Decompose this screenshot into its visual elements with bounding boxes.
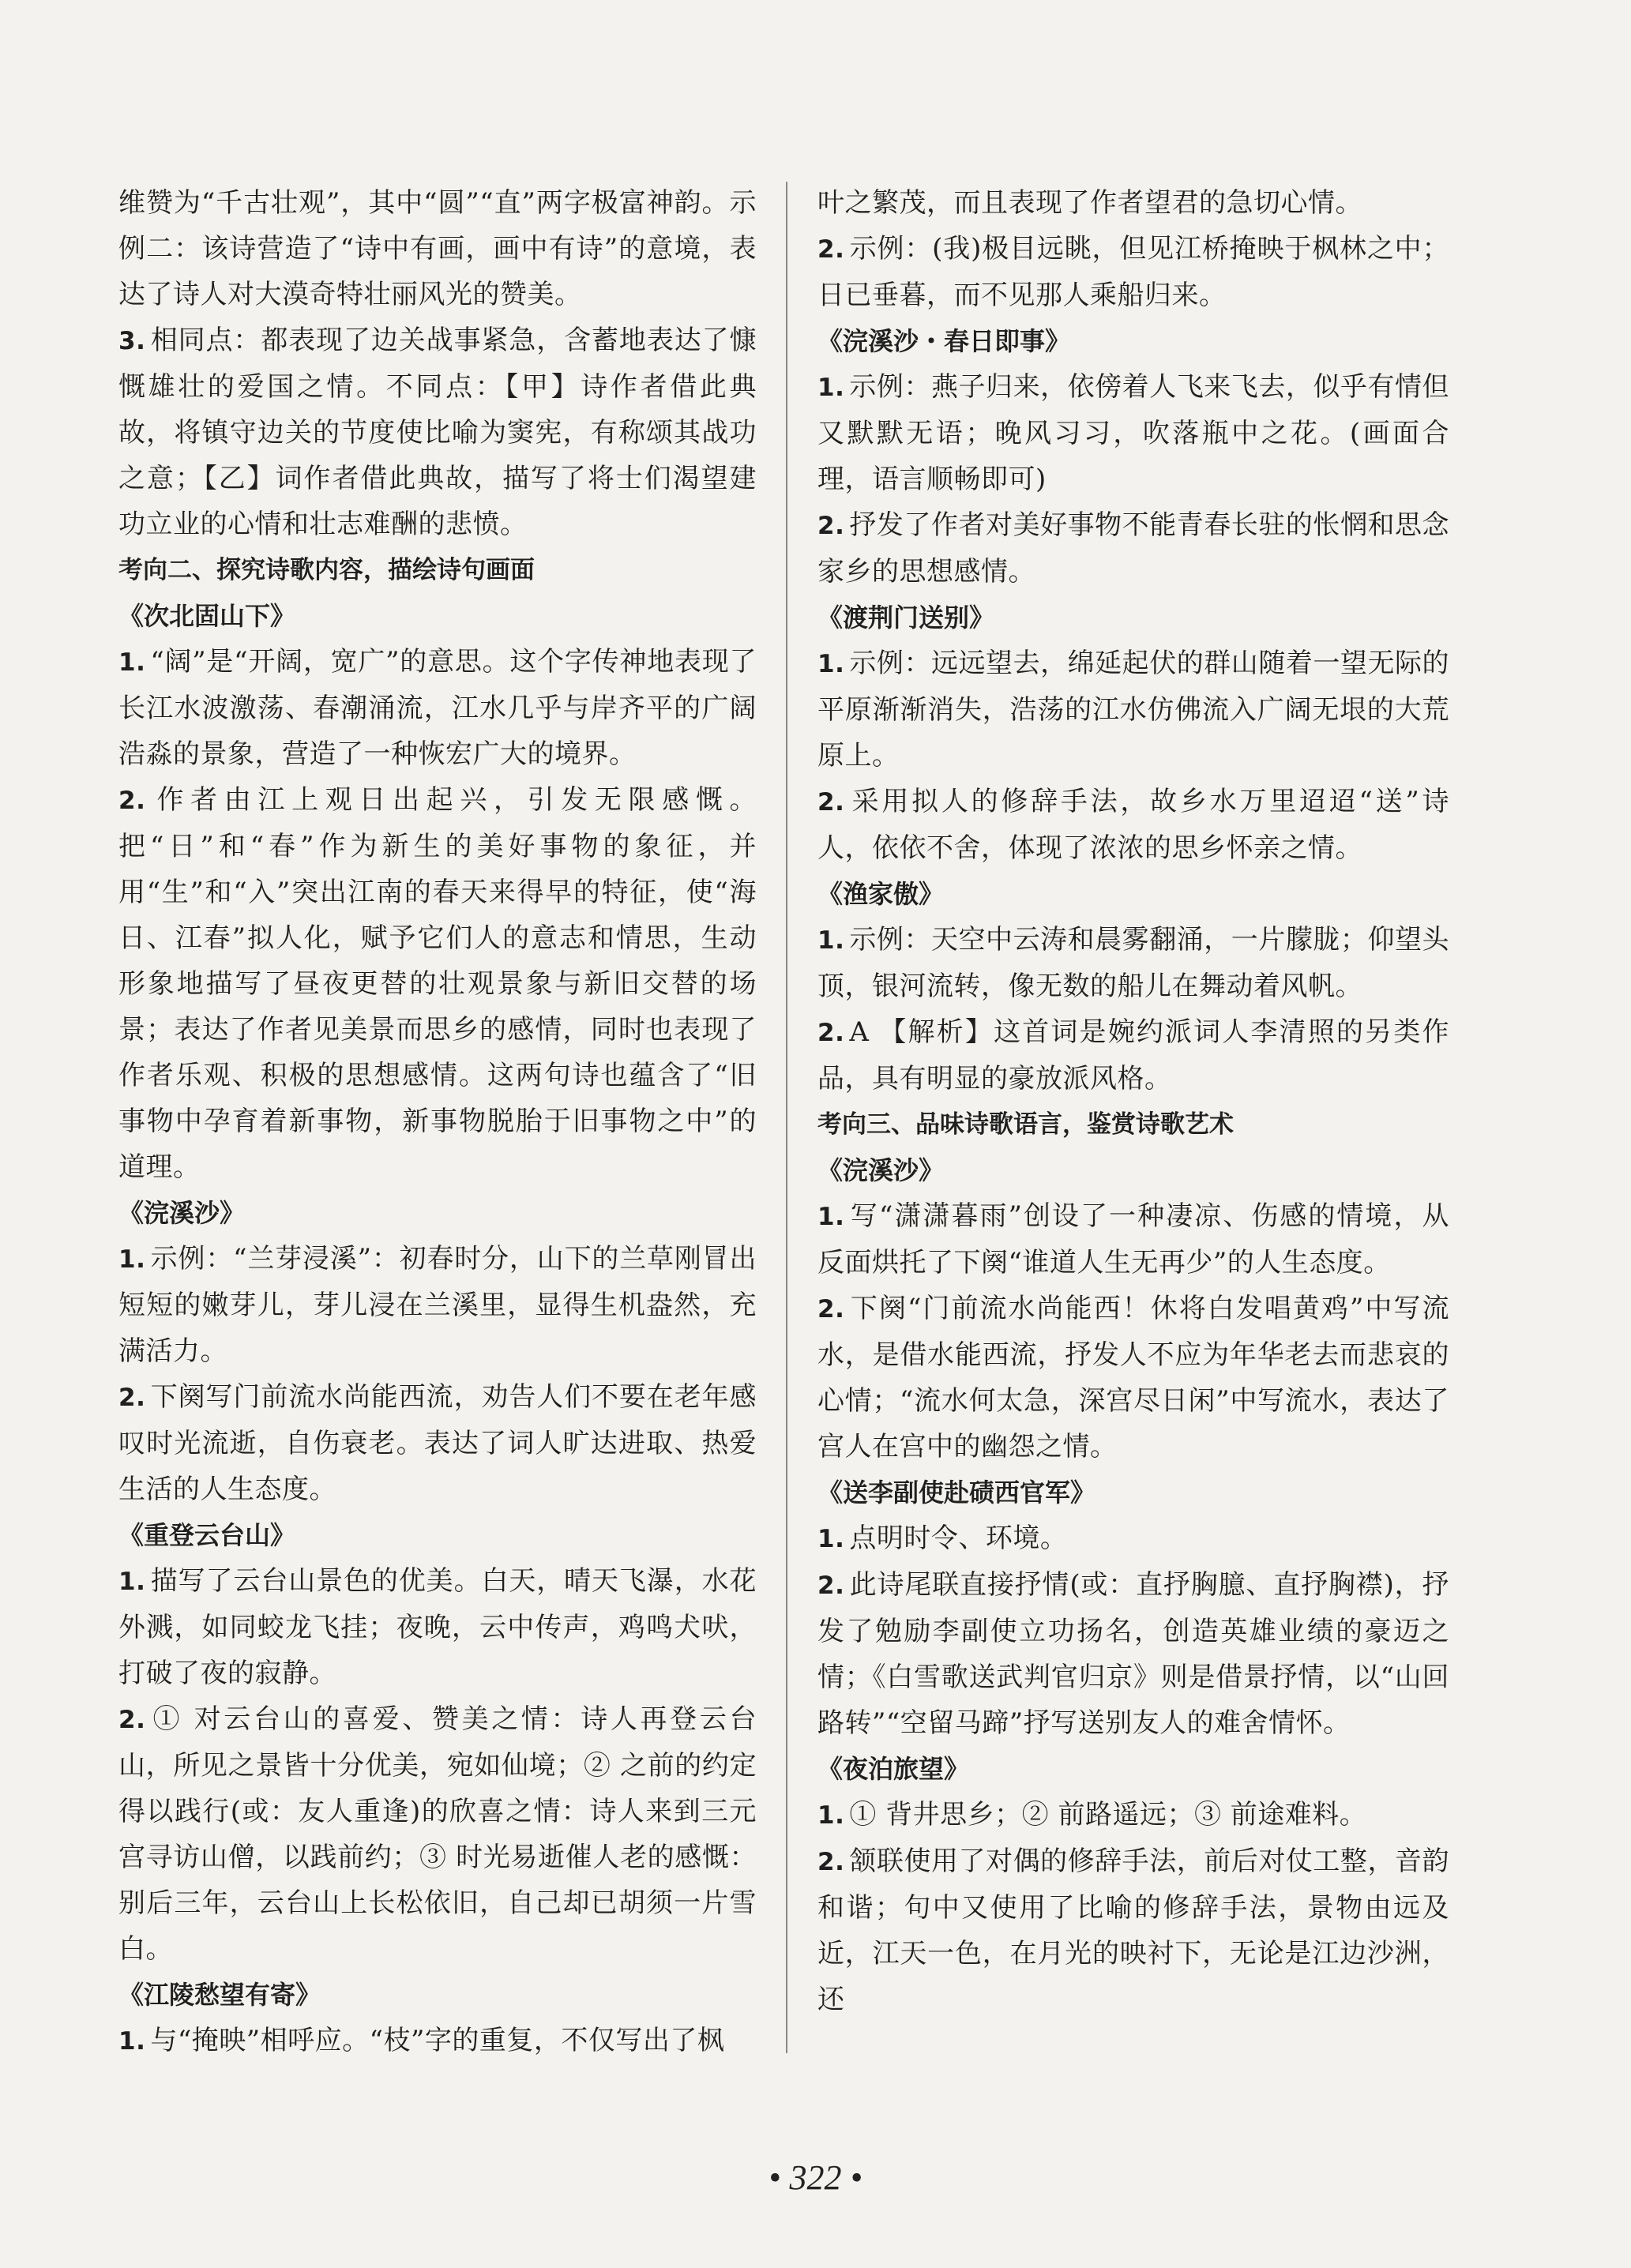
answer-paragraph <box>817 640 1449 779</box>
item-number: 1. <box>817 926 845 955</box>
answer-text: 点明时令、环境。 <box>849 1523 1068 1554</box>
answer-paragraph <box>817 1515 1449 1562</box>
answer-text: “阔”是“开阔，宽广”的意思。这个字传神地表现了长江水波激荡、春潮涌流，江水几乎与岸齐平的广阔浩淼的景象，营造了一种恢宏广大的境界。 <box>118 646 757 770</box>
item-number: 1. <box>118 1568 146 1596</box>
answer-paragraph <box>817 226 1449 318</box>
answer-paragraph <box>118 2018 757 2064</box>
poem-title: 《渡荆门送别》 <box>817 603 995 633</box>
answer-text: 示例：远远望去，绵延起伏的群山随着一望无际的平原渐渐消失，浩荡的江水仿佛流入广阔无垠的大荒原上。 <box>817 648 1449 772</box>
poem-title: 《浣溪沙・春日即事》 <box>817 326 1071 356</box>
answer-paragraph <box>817 1193 1449 1286</box>
item-number: 2. <box>817 1019 845 1047</box>
left-column <box>118 180 757 2064</box>
answer-text: 作者由江上观日出起兴，引发无限感慨。把“日”和“春”作为新生的美好事物的象征，并用“生”和“入”突出江南的春天来得早的特征，使“海日、江春”拟人化，赋予它们人的意志和情思，生动形象地描写了昼夜更替的壮观景象与新旧交替的场景；表达了作者见美景而思乡的感情，同时也表现了作者乐观、积极的思想感情。这两句诗也蕴含了“旧事物中孕育着新事物，新事物脱胎于旧事物之中”的道理。 <box>118 784 757 1183</box>
answer-paragraph <box>817 917 1449 1009</box>
poem-title: 《夜泊旅望》 <box>817 1754 970 1784</box>
answer-text: 示例：燕子归来，依傍着人飞来飞去，似乎有情但又默默无语；晚风习习，吹落瓶中之花。(画面合理，语言顺畅即可) <box>817 371 1449 495</box>
right-column <box>817 180 1449 2022</box>
answer-paragraph <box>817 779 1449 871</box>
answer-text: 示例：天空中云涛和晨雾翻涌，一片朦胧；仰望头顶，银河流转，像无数的船儿在舞动着风帆。 <box>817 924 1449 1002</box>
poem-title: 《送李副使赴碛西官军》 <box>817 1478 1096 1508</box>
item-number: 2. <box>118 1384 146 1412</box>
item-number: 1. <box>118 1245 146 1274</box>
answer-text: 采用拟人的修辞手法，故乡水万里迢迢“送”诗人，依依不舍，体现了浓浓的思乡怀亲之情。 <box>817 786 1449 864</box>
answer-text: ① 背井思乡；② 前路遥远；③ 前途难料。 <box>849 1799 1367 1831</box>
poem-title: 《重登云台山》 <box>118 1520 296 1550</box>
item-number: 1. <box>118 2027 146 2056</box>
answer-text: ① 对云台山的喜爱、赞美之情：诗人再登云台山，所见之景皆十分优美，宛如仙境；② 之前的约定得以践行(或：友人重逢)的欣喜之情：诗人来到三元宫寻访山僧，以践前约；③ 时光易逝催人老的感慨：别后三年，云台山上长松依旧，自己却已胡须一片雪白。 <box>118 1703 757 1965</box>
answer-paragraph <box>118 1374 757 1512</box>
poem-title: 《渔家傲》 <box>817 879 945 909</box>
section-heading: 考向三、品味诗歌语言，鉴赏诗歌艺术 <box>817 1110 1234 1139</box>
answer-text: 抒发了作者对美好事物不能青春长驻的怅惘和思念家乡的思想感情。 <box>817 509 1449 588</box>
item-number: 2. <box>817 1295 845 1324</box>
answer-text: 维赞为“千古壮观”，其中“圆”“直”两字极富神韵。示例二：该诗营造了“诗中有画，画中有诗”的意境，表达了诗人对大漠奇特壮丽风光的赞美。 <box>118 187 757 310</box>
answer-paragraph <box>817 1562 1449 1746</box>
answer-text: 示例：(我)极目远眺，但见江桥掩映于枫林之中；日已垂暮，而不见那人乘船归来。 <box>817 233 1449 311</box>
item-number: 2. <box>817 1571 845 1600</box>
page-number: • 322 • <box>769 2158 862 2197</box>
poem-title: 《次北固山下》 <box>118 601 296 631</box>
item-number: 2. <box>817 1848 845 1876</box>
answer-text: 下阕写门前流水尚能西流，劝告人们不要在老年感叹时光流逝，自伤衰老。表达了词人旷达进取、热爱生活的人生态度。 <box>118 1381 757 1505</box>
answer-text: 叶之繁茂，而且表现了作者望君的急切心情。 <box>817 187 1362 219</box>
item-number: 1. <box>118 648 146 677</box>
answer-text: 下阕“门前流水尚能西！休将白发唱黄鸡”中写流水，是借水能西流，抒发人不应为年华老去而悲哀的心情；“流水何太急，深宫尽日闲”中写流水，表达了宫人在宫中的幽怨之情。 <box>817 1293 1449 1463</box>
answer-paragraph <box>817 502 1449 595</box>
item-number: 2. <box>118 787 146 815</box>
item-number: 1. <box>817 1203 845 1231</box>
item-number: 2. <box>817 235 845 264</box>
answer-paragraph <box>817 1286 1449 1470</box>
answer-paragraph <box>118 317 757 547</box>
section-heading: 考向二、探究诗歌内容，描绘诗句画面 <box>118 556 535 584</box>
poem-title: 《江陵愁望有寄》 <box>118 1980 321 2010</box>
answer-text: 描写了云台山景色的优美。白天，晴天飞瀑，水花外溅，如同蛟龙飞挂；夜晚，云中传声，鸡鸣犬吠，打破了夜的寂静。 <box>118 1565 757 1689</box>
answer-text: A 【解析】这首词是婉约派词人李清照的另类作品，具有明显的豪放派风格。 <box>817 1016 1449 1095</box>
item-number: 1. <box>817 1801 845 1830</box>
answer-text: 相同点：都表现了边关战事紧急，含蓄地表达了慷慨雄壮的爱国之情。不同点：【甲】诗作者借此典故，将镇守边关的节度使比喻为窦宪，有称颂其战功之意；【乙】词作者借此典故，描写了将士们渴望建功立业的心情和壮志难酬的悲愤。 <box>118 325 757 540</box>
column-divider <box>786 182 787 2053</box>
answer-text: 示例：“兰芽浸溪”：初春时分，山下的兰草刚冒出短短的嫩芽儿，芽儿浸在兰溪里，显得生机盎然，充满活力。 <box>118 1243 757 1367</box>
poem-title: 《浣溪沙》 <box>817 1155 945 1185</box>
item-number: 1. <box>817 374 845 402</box>
item-number: 2. <box>817 512 845 540</box>
answer-paragraph <box>817 1838 1449 2022</box>
answer-paragraph <box>118 777 757 1190</box>
item-number: 3. <box>118 327 146 355</box>
answer-text: 写“潇潇暮雨”创设了一种凄凉、伤感的情境，从反面烘托了下阕“谁道人生无再少”的人生态度。 <box>817 1200 1449 1279</box>
answer-paragraph <box>118 1236 757 1374</box>
poem-title: 《浣溪沙》 <box>118 1198 246 1228</box>
answer-paragraph <box>118 180 757 317</box>
answer-text: 颔联使用了对偶的修辞手法，前后对仗工整，音韵和谐；句中又使用了比喻的修辞手法，景物由远及近，江天一色，在月光的映衬下，无论是江边沙洲，还 <box>817 1846 1449 2015</box>
answer-paragraph <box>118 1558 757 1696</box>
answer-text: 与“掩映”相呼应。“枝”字的重复，不仅写出了枫 <box>150 2025 725 2056</box>
item-number: 1. <box>817 650 845 678</box>
answer-text: 此诗尾联直接抒情(或：直抒胸臆、直抒胸襟)，抒发了勉励李副使立功扬名，创造英雄业绩的豪迈之情；《白雪歌送武判官归京》则是借景抒情，以“山回路转”“空留马蹄”抒写送别友人的难舍情怀。 <box>817 1569 1449 1739</box>
item-number: 2. <box>817 788 845 817</box>
answer-paragraph <box>817 1009 1449 1102</box>
answer-paragraph <box>118 639 757 777</box>
answer-paragraph <box>817 180 1449 226</box>
answer-paragraph <box>118 1696 757 1972</box>
answer-paragraph <box>817 1792 1449 1838</box>
item-number: 2. <box>118 1706 146 1734</box>
item-number: 1. <box>817 1525 845 1553</box>
answer-paragraph <box>817 364 1449 502</box>
